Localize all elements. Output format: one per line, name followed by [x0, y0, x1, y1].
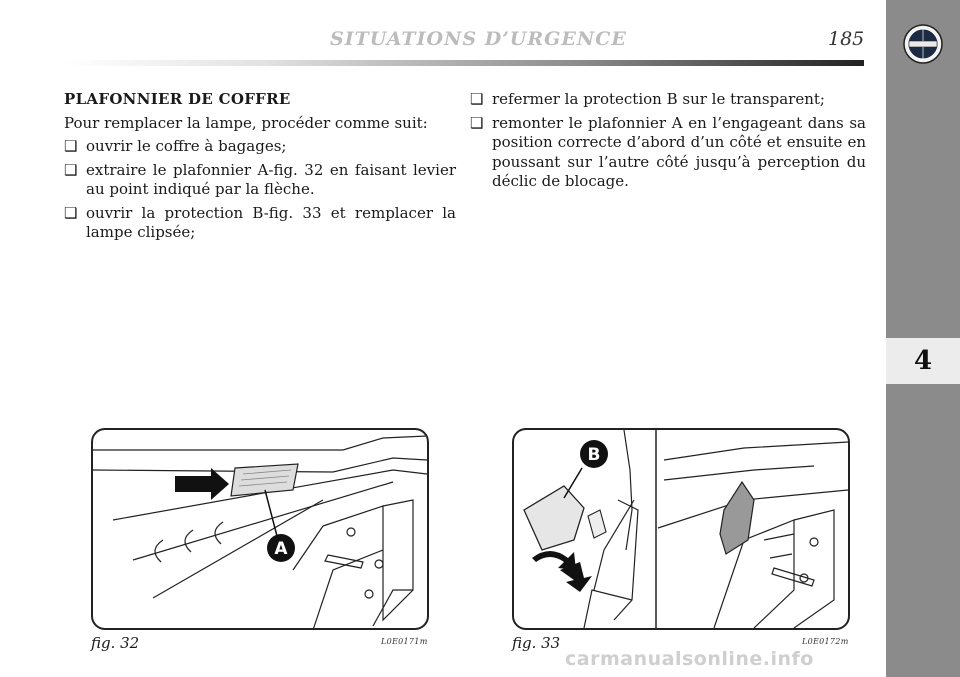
arrow-icon	[175, 468, 229, 500]
bullet-icon: ❑	[64, 203, 78, 222]
figure-32	[91, 428, 429, 630]
instruction-list	[64, 137, 456, 243]
figure-33-illustration	[514, 430, 848, 628]
right-column	[470, 90, 866, 196]
bullet-icon: ❑	[64, 137, 78, 155]
figure-33-caption: fig. 33	[512, 634, 561, 652]
bullet-icon: ❑	[64, 160, 78, 179]
bullet-icon: ❑	[470, 113, 484, 132]
sidebar-band-bottom	[886, 386, 960, 677]
figure-33	[512, 428, 850, 630]
callout-a	[267, 534, 295, 562]
chapter-tab[interactable]	[886, 338, 960, 384]
bullet-icon: ❑	[470, 90, 484, 108]
page-number: 185	[828, 28, 865, 50]
list-item: ❑ remonter le plafonnier A en l’engageant dans sa position correcte d’abord d’un côté et ensuite en poussant sur l’autre côté jusqu’à perception du déclic de blocage.	[470, 113, 866, 190]
figure-32-caption: fig. 32	[91, 634, 140, 652]
list-item: ❑ ouvrir le coffre à bagages;	[64, 137, 287, 155]
list-item: ❑ extraire le plafonnier A-fig. 32 en faisant levier au point indiqué par la flèche.	[64, 160, 456, 198]
watermark: carmanualsonline.info	[565, 648, 814, 670]
section-heading: PLAFONNIER DE COFFRE	[64, 90, 291, 108]
header-title: SITUATIONS D’URGENCE	[330, 28, 627, 50]
callout-a-label: A	[274, 539, 288, 559]
figure-32-code: L0E0171m	[381, 637, 428, 646]
intro-text: Pour remplacer la lampe, procéder comme suit:	[64, 113, 428, 132]
lamp-lens-icon	[231, 464, 298, 496]
chapter-sidebar	[886, 0, 960, 677]
figure-33-code: L0E0172m	[802, 637, 849, 646]
instruction-list	[470, 90, 866, 192]
chapter-number: 4	[913, 346, 933, 376]
left-column	[64, 90, 456, 247]
removed-lamp-housing-icon	[720, 482, 754, 554]
callout-b-label: B	[587, 445, 601, 465]
list-item: ❑ ouvrir la protection B-fig. 33 et remplacer la lampe clipsée;	[64, 203, 456, 241]
header-rule	[64, 60, 864, 66]
lancia-logo-icon	[903, 24, 943, 64]
figure-32-illustration	[93, 430, 427, 628]
callout-b	[580, 440, 608, 468]
list-item: ❑ refermer la protection B sur le transparent;	[470, 90, 825, 108]
